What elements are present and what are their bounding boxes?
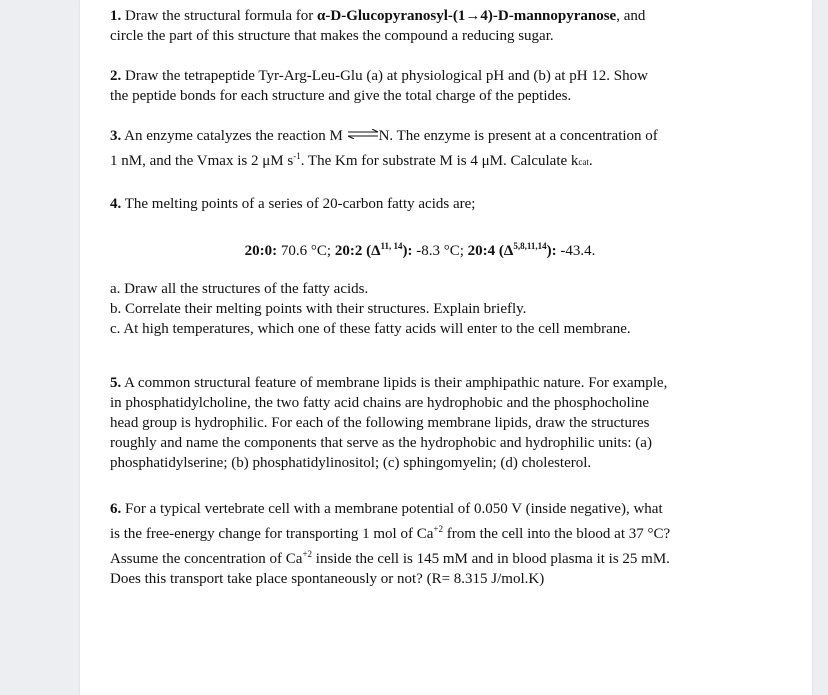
question-6 — [110, 499, 730, 589]
q3-line2: 1 nM, and the Vmax is 2 μM $s^{-1}$. The Km for substrate M is 4 μM. Calculate kcat. — [110, 151, 593, 169]
q4-number: 4. — [110, 196, 122, 212]
equilibrium-arrow-icon — [347, 125, 379, 145]
q2-line1: 2. Draw the tetrapeptide Tyr-Arg-Leu-Glu (a) at physiological pH and (b) at pH 12. Show — [110, 68, 648, 84]
question-3 — [110, 125, 730, 172]
q5-line1: 5. A common structural feature of membrane lipids is their amphipathic nature. For example, — [110, 375, 668, 391]
q2-line2: the peptide bonds for each structure and give the total charge of the peptides. — [110, 88, 572, 104]
q6-number: 6. — [110, 501, 122, 517]
q5-line2: in phosphatidylcholine, the two fatty acid chains are hydrophobic and the phosphocholine — [110, 395, 650, 411]
q6-line1: 6. For a typical vertebrate cell with a membrane potential of 0.050 V (inside negative), what — [110, 501, 663, 517]
q1-line1: 1. Draw the structural formula for α-D-Glucopyranosyl-(1→4)-D-mannopyranose, and — [110, 8, 646, 24]
q4-part-a: a. Draw all the structures of the fatty acids. — [110, 281, 369, 297]
q4-part-c: c. At high temperatures, which one of these fatty acids will enter to the cell membrane. — [110, 321, 631, 337]
q4-intro: 4. The melting points of a series of 20-carbon fatty acids are; — [110, 196, 476, 212]
q1-number: 1. — [110, 8, 122, 24]
fatty-acid-melting-points: 20:0: 70.6 °C; 20:2 $(\Delta^{11, 14})$: -8.3 °C; 20:4 $(\Delta^{5,8,11,14})$: -43.4. — [244, 241, 596, 259]
question-2 — [110, 66, 730, 106]
q6-line4: Does this transport take place spontaneously or not? (R= 8.315 J/mol.K) — [110, 571, 545, 587]
q5-number: 5. — [110, 375, 122, 391]
q6-line3: Assume the concentration of $Ca^{+2}$ inside the cell is 145 mM and in blood plasma it is 25 mM. — [110, 549, 670, 567]
q5-line5: phosphatidylserine; (b) phosphatidylinositol; (c) sphingomyelin; (d) cholesterol. — [110, 455, 592, 471]
q5-line3: head group is hydrophilic. For each of the following membrane lipids, draw the structures — [110, 415, 650, 431]
question-4-parts — [110, 279, 730, 339]
question-4 — [110, 194, 730, 214]
q3-number: 3. — [110, 128, 122, 144]
question-1 — [110, 6, 730, 46]
q1-compound: α-D-Glucopyranosyl-(1→4)-D-mannopyranose — [317, 8, 617, 24]
q2-number: 2. — [110, 68, 122, 84]
document-page — [80, 0, 812, 695]
q4-part-b: b. Correlate their melting points with their structures. Explain briefly. — [110, 301, 527, 317]
q1-line2: circle the part of this structure that makes the compound a reducing sugar. — [110, 28, 554, 44]
q6-line2: is the free-energy change for transporting 1 mol of $Ca^{+2}$ from the cell into the blood at 37 °C? — [110, 524, 671, 542]
q3-line1: 3. An enzyme catalyzes the reaction M N. The enzyme is present at a concentration of — [110, 125, 730, 146]
q5-line4: roughly and name the components that serve as the hydrophobic and hydrophilic units: (a) — [110, 435, 652, 451]
question-5 — [110, 373, 730, 473]
